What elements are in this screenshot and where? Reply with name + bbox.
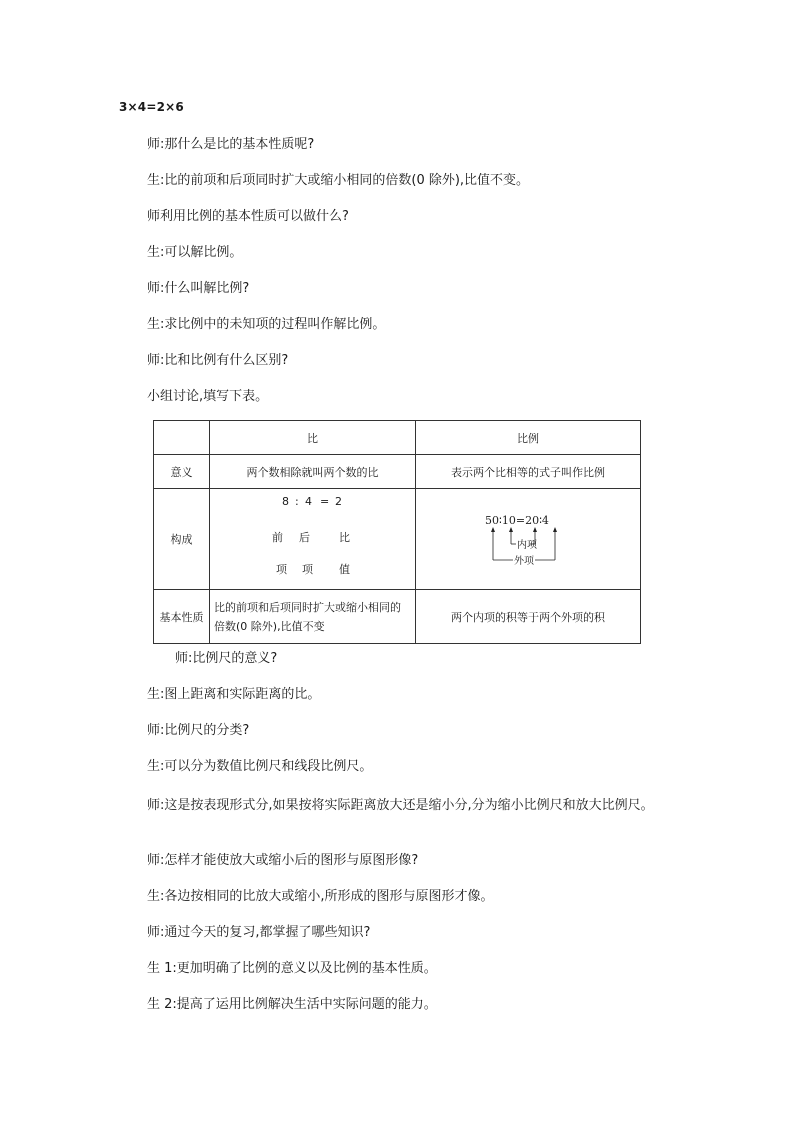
label-zhi: 值 (339, 563, 350, 576)
row-label: 意义 (154, 455, 210, 489)
ratio-antecedent: 8 (282, 495, 289, 508)
dialogue-line: 师:什么叫解比例? (147, 281, 250, 296)
table-header-cell (154, 421, 210, 455)
ratio-equals: = (320, 495, 330, 508)
comparison-table (153, 420, 641, 644)
label-xiang-1: 项 (276, 563, 287, 576)
proportion-diagram (483, 508, 573, 570)
dialogue-line: 生:各边按相同的比放大或缩小,所形成的图形与原图形才像。 (147, 889, 494, 904)
ratio-consequent: 4 (305, 495, 312, 508)
dialogue-line: 生:图上距离和实际距离的比。 (147, 687, 321, 702)
equation-line: 3×4=2×6 (119, 100, 184, 114)
dialogue-line: 生:可以解比例。 (147, 245, 243, 260)
label-hou: 后 (299, 531, 310, 544)
ratio-value: 2 (335, 495, 342, 508)
outer-arrowhead-right (553, 527, 557, 532)
property-proportion-cell: 两个内项的积等于两个外项的积 (416, 590, 641, 644)
dialogue-line: 生:求比例中的未知项的过程叫作解比例。 (147, 317, 386, 332)
table-header-row (154, 421, 641, 455)
dialogue-line: 生:可以分为数值比例尺和线段比例尺。 (147, 759, 373, 774)
table-row-construction (154, 489, 641, 590)
dialogue-line: 师:怎样才能使放大或缩小后的图形与原图形像? (147, 853, 419, 868)
dialogue-line: 生 2:提高了运用比例解决生活中实际问题的能力。 (147, 997, 437, 1012)
dialogue-line: 师:通过今天的复习,都掌握了哪些知识? (147, 925, 371, 940)
construction-proportion-cell (416, 489, 641, 590)
dialogue-line: 师:比例尺的意义? (175, 651, 278, 666)
proportion-expression: 50∶10=20∶4 (485, 514, 549, 527)
label-xiang-2: 项 (302, 563, 313, 576)
label-qian: 前 (272, 531, 283, 544)
inner-arrowhead-right (533, 527, 537, 532)
label-bi: 比 (339, 531, 350, 544)
ratio-colon: : (295, 495, 299, 508)
row-label: 构成 (154, 489, 210, 590)
meaning-proportion-cell: 表示两个比相等的式子叫作比例 (416, 455, 641, 489)
dialogue-line: 师:那什么是比的基本性质呢? (147, 137, 315, 152)
dialogue-line: 师利用比例的基本性质可以做什么? (147, 209, 349, 224)
inner-arrowhead-left (509, 527, 513, 532)
table-header-cell: 比 (210, 421, 416, 455)
dialogue-line: 师:比和比例有什么区别? (147, 353, 289, 368)
dialogue-line: 小组讨论,填写下表。 (147, 389, 269, 404)
inner-term-label: 内项 (517, 540, 537, 551)
meaning-ratio-cell: 两个数相除就叫两个数的比 (210, 455, 416, 489)
dialogue-line: 生:比的前项和后项同时扩大或缩小相同的倍数(0 除外),比值不变。 (147, 173, 530, 188)
outer-arrowhead-left (491, 527, 495, 532)
table-row-property (154, 590, 641, 644)
dialogue-paragraph: 师:这是按表现形式分,如果按将实际距离放大还是缩小分,分为缩小比例尺和放大比例尺。 (147, 798, 654, 813)
table-header-cell: 比例 (416, 421, 641, 455)
dialogue-line: 生 1:更加明确了比例的意义以及比例的基本性质。 (147, 961, 437, 976)
table-row-meaning (154, 455, 641, 489)
dialogue-line: 师:比例尺的分类? (147, 723, 250, 738)
construction-ratio-cell (210, 489, 416, 590)
row-label: 基本性质 (154, 590, 210, 644)
outer-term-label: 外项 (514, 556, 534, 567)
property-ratio-cell: 比的前项和后项同时扩大或缩小相同的倍数(0 除外),比值不变 (210, 590, 416, 644)
